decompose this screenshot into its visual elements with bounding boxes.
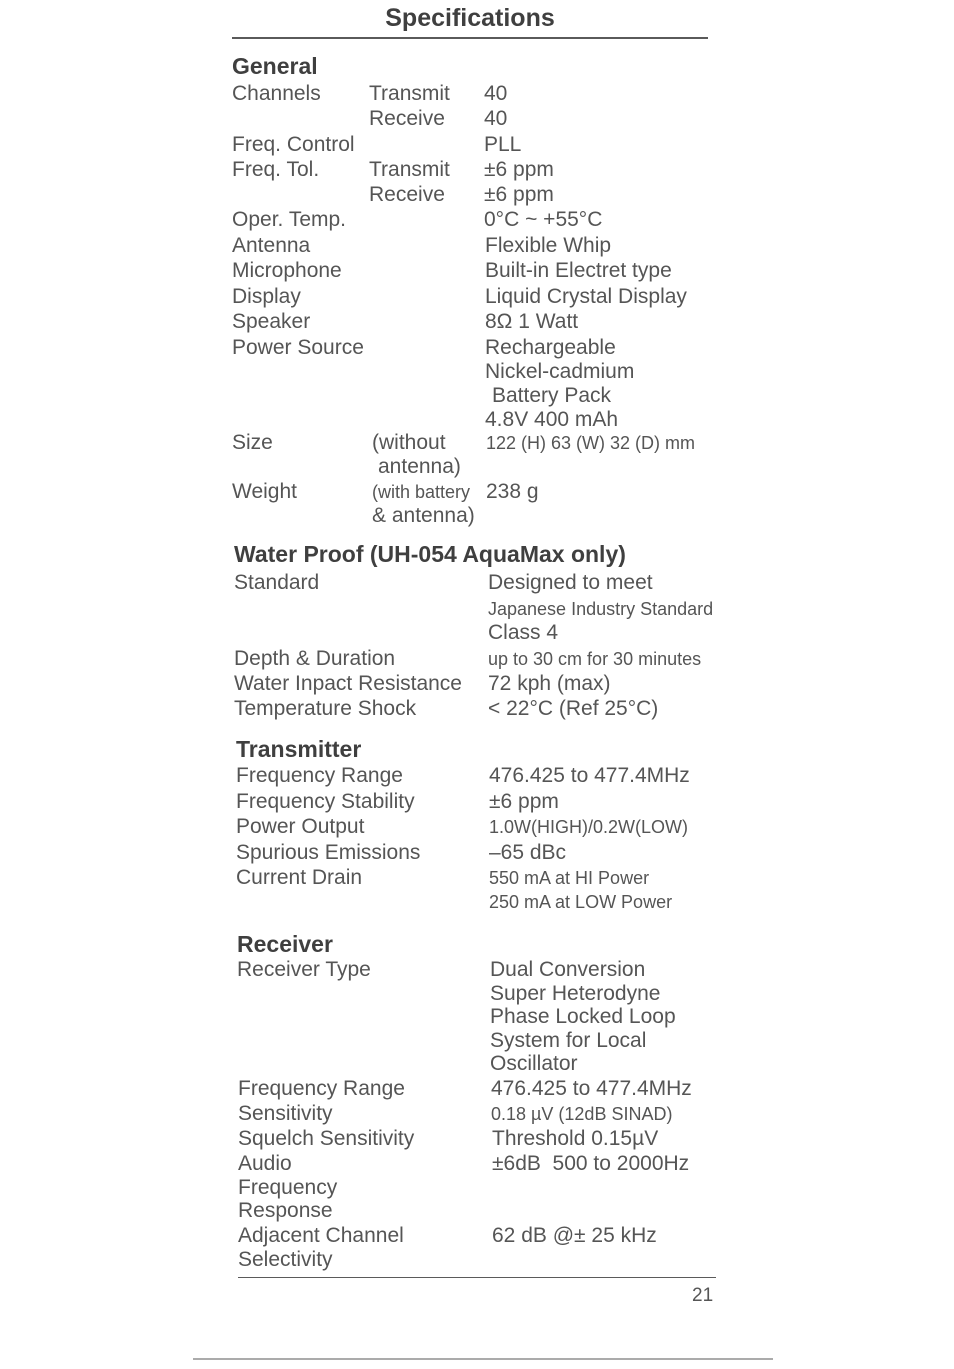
spec-value (489, 866, 672, 914)
spec-value-line: Oscillator (490, 1052, 578, 1075)
spec-value: Flexible Whip (485, 234, 612, 257)
spec-label: Power Source (232, 336, 364, 359)
spec-value-line: Class 4 (488, 621, 559, 644)
spec-value: up to 30 cm for 30 minutes (488, 649, 702, 669)
spec-label: Power Output (236, 815, 365, 838)
spec-value: 62 dB @± 25 kHz (492, 1224, 657, 1247)
spec-label: Current Drain (236, 866, 363, 889)
spec-value-line: 550 mA at HI Power (489, 868, 650, 888)
spec-label: Oper. Temp. (232, 208, 347, 231)
spec-value: 122 (H) 63 (W) 32 (D) mm (486, 433, 696, 453)
spec-label: Speaker (232, 310, 311, 333)
spec-value: 476.425 to 477.4MHz (491, 1077, 692, 1100)
spec-label: Frequency Range (238, 1077, 405, 1100)
spec-sublabel-line: antenna) (378, 455, 461, 478)
section-heading-general: General (232, 53, 318, 79)
spec-value: 40 (484, 82, 508, 105)
spec-value: 238 g (486, 480, 539, 503)
spec-value: 40 (484, 107, 508, 130)
spec-value: ±6 ppm (484, 158, 554, 181)
spec-value: Liquid Crystal Display (485, 285, 687, 308)
spec-label: Size (232, 431, 273, 454)
spec-label: Receiver Type (237, 958, 371, 981)
spec-label-line: Frequency (238, 1175, 338, 1199)
spec-value (490, 958, 676, 1076)
spec-label: Display (232, 285, 301, 308)
spec-label-line: Adjacent Channel (238, 1224, 404, 1247)
spec-label-line: Response (238, 1199, 333, 1222)
spec-value-line: Dual Conversion (490, 958, 646, 981)
spec-sublabel (372, 480, 475, 528)
footer-rule (238, 1277, 716, 1278)
spec-label (238, 1152, 337, 1223)
spec-value: ±6 ppm (489, 790, 559, 813)
spec-value-line: Nickel-cadmium (485, 360, 635, 383)
spec-value: < 22°C (Ref 25°C) (488, 697, 659, 720)
spec-value (488, 571, 713, 645)
spec-label: Standard (234, 571, 320, 594)
spec-label: Temperature Shock (234, 697, 417, 720)
spec-sublabel-line: (with battery (372, 482, 471, 502)
section-heading-transmitter: Transmitter (236, 736, 362, 762)
spec-value-line: System for Local (490, 1028, 647, 1052)
spec-value-line: 4.8V 400 mAh (485, 408, 619, 431)
spec-label: Antenna (232, 234, 311, 257)
spec-sublabel-line: & antenna) (372, 504, 475, 527)
spec-sublabel: Transmit (369, 82, 450, 105)
spec-value: 0°C ~ +55°C (484, 208, 603, 231)
spec-value: 0.18 µV (12dB SINAD) (491, 1104, 673, 1124)
scan-edge-line (193, 1358, 773, 1360)
spec-label: Squelch Sensitivity (238, 1127, 415, 1150)
spec-label: Weight (232, 480, 297, 503)
spec-value (485, 336, 634, 432)
spec-label: Freq. Control (232, 133, 355, 156)
spec-label: Spurious Emissions (236, 841, 421, 864)
page-title: Specifications (385, 4, 555, 32)
spec-value-line: Phase Locked Loop (490, 1005, 676, 1028)
spec-value: ±6dB 500 to 2000Hz (492, 1152, 690, 1175)
spec-value: 8Ω 1 Watt (485, 310, 579, 333)
spec-sublabel: Receive (369, 183, 445, 206)
spec-value: 72 kph (max) (488, 672, 611, 695)
spec-value: PLL (484, 133, 522, 156)
spec-value-line: Battery Pack (492, 384, 612, 407)
spec-value: Built-in Electret type (485, 259, 672, 282)
spec-value-line: 250 mA at LOW Power (489, 892, 673, 912)
title-rule (232, 37, 708, 39)
spec-sublabel-line: (without (372, 431, 446, 454)
spec-value-line: Rechargeable (485, 336, 616, 359)
spec-label: Sensitivity (238, 1102, 333, 1125)
spec-sublabel: Receive (369, 107, 445, 130)
spec-value-line: Japanese Industry Standard (488, 599, 714, 619)
spec-label: Microphone (232, 259, 342, 282)
spec-value-line: Super Heterodyne (490, 981, 661, 1005)
spec-label: Frequency Range (236, 764, 403, 787)
page-number: 21 (692, 1285, 714, 1306)
spec-value-line: Designed to meet (488, 571, 653, 594)
spec-value: 476.425 to 477.4MHz (489, 764, 690, 787)
section-heading-waterproof: Water Proof (UH-054 AquaMax only) (234, 541, 626, 567)
spec-value: ±6 ppm (484, 183, 554, 206)
spec-value: Threshold 0.15µV (492, 1127, 659, 1150)
spec-value: 1.0W(HIGH)/0.2W(LOW) (489, 817, 689, 837)
spec-label-line: Audio (238, 1152, 292, 1175)
spec-label-line: Selectivity (238, 1248, 333, 1271)
spec-label: Frequency Stability (236, 790, 415, 813)
spec-sublabel (372, 431, 461, 479)
spec-label: Freq. Tol. (232, 158, 320, 181)
section-heading-receiver: Receiver (237, 931, 333, 957)
spec-label (238, 1224, 404, 1272)
spec-label: Water Inpact Resistance (234, 672, 462, 695)
spec-label: Channels (232, 82, 321, 105)
spec-sublabel: Transmit (369, 158, 450, 181)
spec-value: –65 dBc (489, 841, 567, 864)
spec-label: Depth & Duration (234, 647, 396, 670)
